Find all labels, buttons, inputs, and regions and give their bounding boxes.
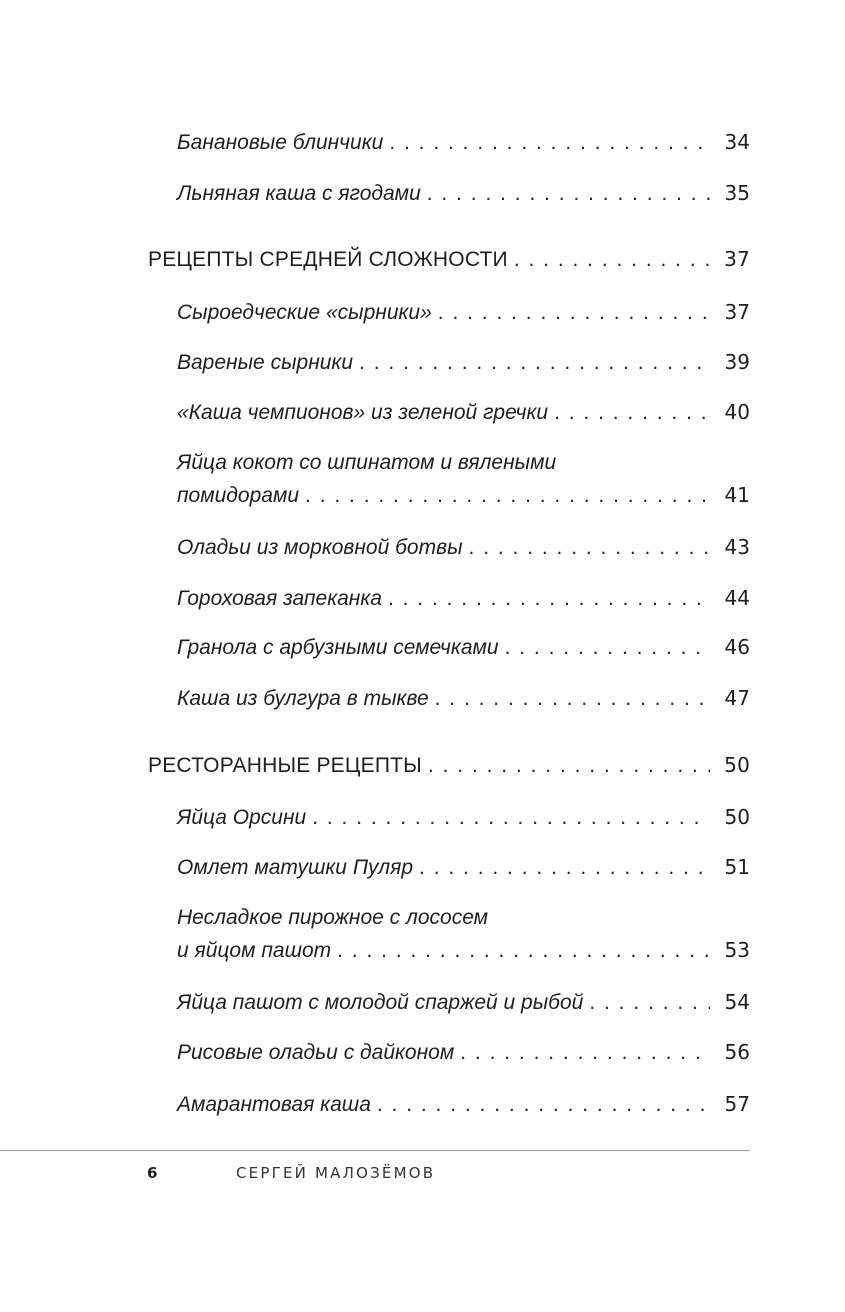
toc-entry-page: 53	[724, 938, 750, 962]
toc-entry-page: 37	[724, 300, 750, 324]
toc-entry-page: 47	[724, 686, 750, 710]
toc-entry-page: 54	[724, 990, 750, 1014]
toc-entry-page: 40	[724, 400, 750, 424]
dot-leader	[305, 480, 710, 512]
toc-entry-title: Вареные сырники	[177, 351, 354, 374]
toc-entry-page: 57	[724, 1092, 750, 1116]
dot-leader	[469, 532, 710, 564]
toc-entry-title: Оладьи из морковной ботвы	[177, 536, 463, 559]
toc-entry	[177, 447, 750, 512]
toc-entry	[177, 1088, 750, 1121]
dot-leader	[388, 583, 710, 615]
dot-leader	[514, 244, 710, 276]
toc-entry-title: Сыроедческие «сырники»	[177, 301, 432, 324]
toc-entry-page: 35	[724, 181, 750, 205]
toc-entry	[177, 177, 750, 210]
toc-section-page: 50	[724, 753, 750, 777]
footer-page-number: 6	[147, 1164, 158, 1182]
toc-entry-page: 46	[724, 635, 750, 659]
toc-entry-title: Гороховая запеканка	[177, 587, 382, 610]
toc-entry-title: и яйцом пашот	[177, 939, 332, 962]
toc-entry-page: 44	[724, 586, 750, 610]
toc-entry	[177, 582, 750, 615]
toc-section	[148, 749, 750, 782]
dot-leader	[460, 1037, 710, 1069]
toc-entry-title: Каша из булгура в тыкве	[177, 687, 429, 710]
toc-entry	[177, 631, 750, 664]
dot-leader	[589, 987, 710, 1019]
dot-leader	[389, 127, 710, 159]
toc-entry	[177, 296, 750, 329]
toc-entry-page: 39	[724, 350, 750, 374]
toc-entry-title: Амарантовая каша	[177, 1093, 371, 1116]
toc-entry-title: Гранола с арбузными семечками	[177, 636, 499, 659]
toc-entry-page: 51	[724, 855, 750, 879]
footer-author: СЕРГЕЙ МАЛОЗЁМОВ	[236, 1164, 436, 1182]
toc-entry	[177, 801, 750, 834]
toc-entry-title-line1: Яйца кокот со шпинатом и вялеными	[177, 451, 557, 474]
toc-entry-page: 50	[724, 805, 750, 829]
toc-entry-title-line1: Несладкое пирожное с лососем	[177, 906, 489, 929]
toc-entry-page: 56	[724, 1040, 750, 1064]
toc-entry	[177, 851, 750, 884]
toc-entry-title: помидорами	[177, 484, 300, 507]
toc-entry-title: Льняная каша с ягодами	[177, 182, 421, 205]
toc-entry	[177, 902, 750, 967]
dot-leader	[438, 297, 710, 329]
toc-entry-title: Яйца Орсини	[177, 806, 307, 829]
toc-entry	[177, 682, 750, 715]
toc-entry	[177, 126, 750, 159]
toc-entry	[177, 986, 750, 1019]
dot-leader	[419, 852, 710, 884]
toc-entry-page: 43	[724, 535, 750, 559]
dot-leader	[428, 750, 710, 782]
dot-leader	[312, 802, 710, 834]
dot-leader	[337, 935, 710, 967]
toc-entry	[177, 396, 750, 429]
dot-leader	[505, 632, 710, 664]
toc-entry-page: 34	[724, 130, 750, 154]
toc-section-title: РЕЦЕПТЫ СРЕДНЕЙ СЛОЖНОСТИ	[148, 248, 508, 271]
toc-entry-title: Банановые блинчики	[177, 131, 384, 154]
toc-entry-title: Яйца пашот с молодой спаржей и рыбой	[177, 991, 584, 1014]
toc-entry-title: Омлет матушки Пуляр	[177, 856, 414, 879]
dot-leader	[554, 397, 710, 429]
toc-entry	[177, 1036, 750, 1069]
dot-leader	[427, 178, 710, 210]
dot-leader	[377, 1089, 710, 1121]
toc-entry-title: «Каша чемпионов» из зеленой гречки	[177, 401, 549, 424]
dot-leader	[359, 347, 710, 379]
footer-divider	[0, 1150, 750, 1151]
toc-section-page: 37	[724, 247, 750, 271]
dot-leader	[435, 683, 710, 715]
toc-entry-title: Рисовые оладьи с дайконом	[177, 1041, 455, 1064]
toc-entry	[177, 531, 750, 564]
toc-section	[148, 243, 750, 276]
toc-section-title: РЕСТОРАННЫЕ РЕЦЕПТЫ	[148, 754, 422, 777]
toc-entry-page: 41	[724, 483, 750, 507]
toc-entry	[177, 346, 750, 379]
